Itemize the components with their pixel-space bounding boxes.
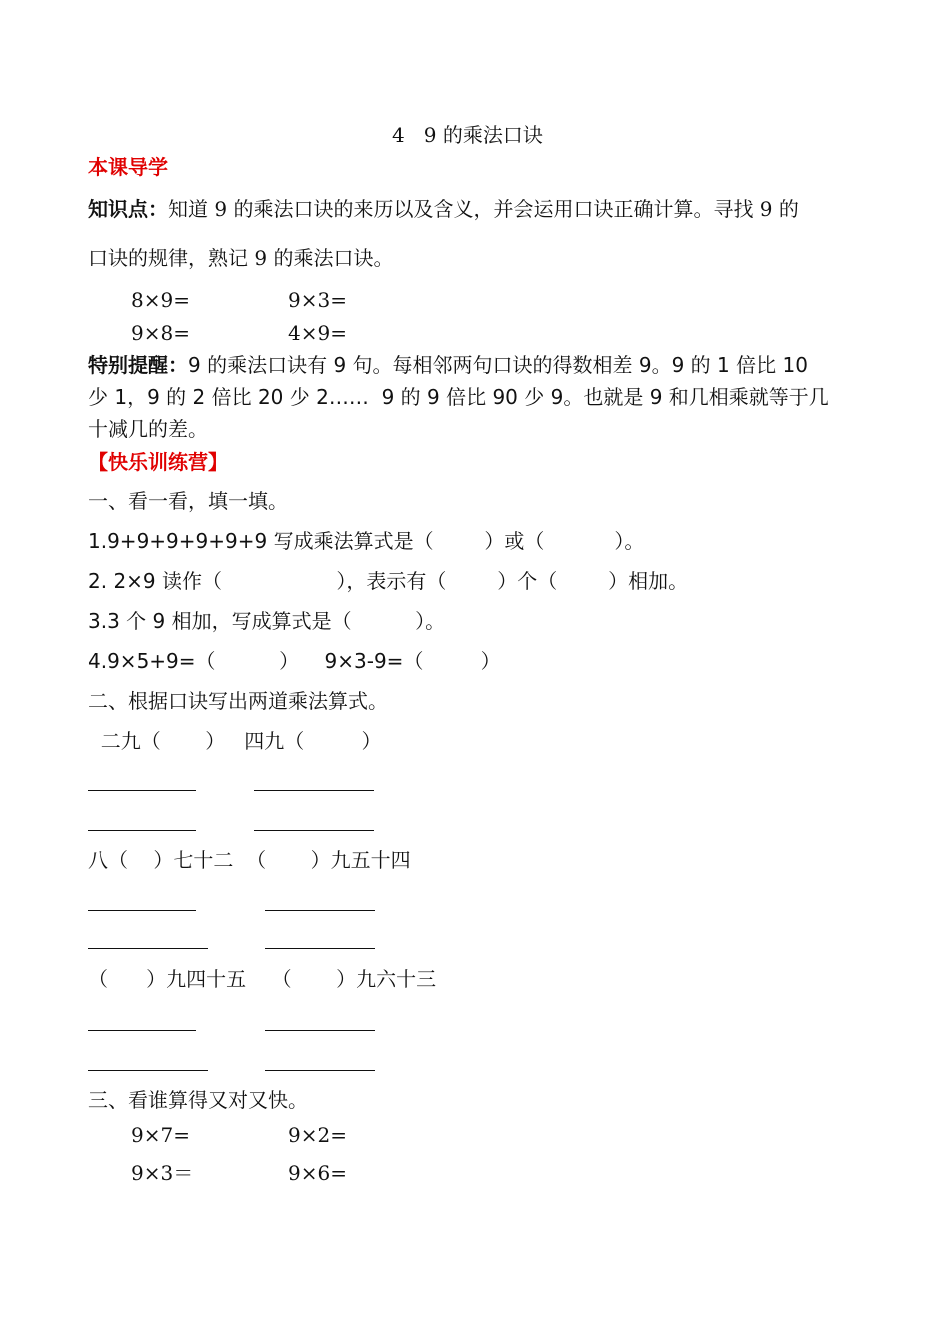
answer-line[interactable] bbox=[88, 1030, 196, 1031]
reminder-line-2: 少 1，9 的 2 倍比 20 少 2…… 9 的 9 倍比 90 少 9。也就是 9 和几相乘就等于几 bbox=[88, 385, 829, 409]
part3-b-1: 9×2= bbox=[288, 1123, 347, 1147]
part1-heading: 一、看一看，填一填。 bbox=[88, 489, 288, 513]
answer-line[interactable] bbox=[265, 1070, 375, 1071]
part1-question-4: 4.9×5+9=（ ） 9×3-9=（ ） bbox=[88, 649, 501, 673]
reminder-text-1: 9 的乘法口诀有 9 句。每相邻两句口诀的得数相差 9。9 的 1 倍比 10 bbox=[188, 353, 808, 377]
answer-line[interactable] bbox=[265, 948, 375, 949]
part1-question-1: 1.9+9+9+9+9+9 写成乘法算式是（ ）或（ ）。 bbox=[88, 529, 645, 553]
reminder-line-3: 十减几的差。 bbox=[88, 417, 208, 441]
part2-heading: 二、根据口诀写出两道乘法算式。 bbox=[88, 689, 388, 713]
answer-line[interactable] bbox=[254, 790, 374, 791]
part3-heading: 三、看谁算得又对又快。 bbox=[88, 1088, 308, 1112]
section-training-heading: 【快乐训练营】 bbox=[88, 450, 228, 474]
example-b-2: 4×9= bbox=[288, 321, 347, 345]
answer-line[interactable] bbox=[265, 910, 375, 911]
part2-row-3: （ ）九四十五 （ ）九六十三 bbox=[88, 967, 437, 991]
answer-line[interactable] bbox=[88, 948, 208, 949]
knowledge-line-1 bbox=[88, 196, 799, 222]
knowledge-label: 知识点： bbox=[88, 197, 168, 221]
part3-b-2: 9×6= bbox=[288, 1161, 347, 1185]
reminder-line-1 bbox=[88, 352, 808, 378]
example-a-1: 8×9= bbox=[131, 288, 190, 312]
answer-line[interactable] bbox=[254, 830, 374, 831]
answer-line[interactable] bbox=[265, 1030, 375, 1031]
knowledge-text-1: 知道 9 的乘法口诀的来历以及含义，并会运用口诀正确计算。寻找 9 的 bbox=[168, 197, 799, 221]
part1-question-3: 3.3 个 9 相加，写成算式是（ ）。 bbox=[88, 609, 446, 633]
page-title: 4 9 的乘法口诀 bbox=[392, 123, 543, 147]
part3-a-2: 9×3＝ bbox=[131, 1161, 194, 1185]
part2-row-1: 二九（ ） 四九（ ） bbox=[88, 729, 382, 753]
part2-row-2: 八（ ）七十二 （ ）九五十四 bbox=[88, 848, 411, 872]
section-guide-heading: 本课导学 bbox=[88, 155, 168, 179]
part1-question-2: 2. 2×9 读作（ ），表示有（ ）个（ ）相加。 bbox=[88, 569, 689, 593]
reminder-label: 特别提醒： bbox=[88, 353, 188, 377]
knowledge-line-2: 口诀的规律，熟记 9 的乘法口诀。 bbox=[88, 246, 394, 270]
example-b-1: 9×3= bbox=[288, 288, 347, 312]
example-a-2: 9×8= bbox=[131, 321, 190, 345]
answer-line[interactable] bbox=[88, 830, 196, 831]
answer-line[interactable] bbox=[88, 910, 196, 911]
part3-a-1: 9×7= bbox=[131, 1123, 190, 1147]
answer-line[interactable] bbox=[88, 1070, 208, 1071]
answer-line[interactable] bbox=[88, 790, 196, 791]
